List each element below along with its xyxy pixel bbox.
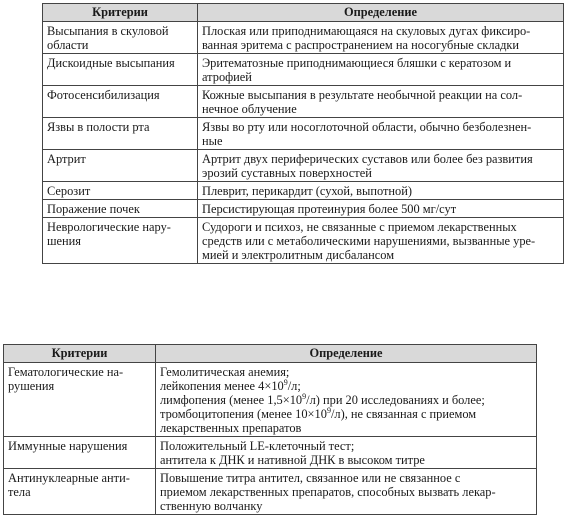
definition-text: лекарственных препаратов: [160, 421, 302, 435]
criterion-text: Серозит: [47, 184, 91, 198]
definition-cell: [156, 363, 537, 437]
criterion-cell: [4, 469, 156, 515]
definition-line: [160, 421, 532, 435]
definition-text: мией и электролитным дисбалансом: [202, 248, 395, 262]
criterion-text: Неврологические нару-: [47, 220, 171, 234]
definition-text: ванная эритема с распространением на носогубные складки: [202, 38, 520, 52]
definition-text: тромбоцитопения (менее 10×10: [160, 407, 327, 421]
definition-line: [160, 499, 532, 513]
table-body: [43, 22, 564, 264]
criterion-text: Дискоидные высыпания: [47, 56, 175, 70]
definition-text: средств или с метаболическими нарушениями, вызванные уре-: [202, 234, 536, 248]
definition-text: Гемолитическая анемия;: [160, 365, 290, 379]
definition-cell: [198, 86, 564, 118]
criterion-text: Гематологические на-: [8, 365, 124, 379]
definition-line: [160, 453, 532, 467]
table-row: [43, 150, 564, 182]
definition-text: Язвы во рту или носоглоточной области, обычно безболезнен-: [202, 120, 532, 134]
definition-text: Персистирующая протеинурия более 500 мг/сут: [202, 202, 457, 216]
definition-cell: [156, 469, 537, 515]
definition-text: Положительный LE-клеточный тест;: [160, 439, 355, 453]
definition-cell: [198, 200, 564, 218]
definition-text: лимфопения (менее 1,5×10: [160, 393, 303, 407]
table-row: [4, 469, 537, 515]
table-row: [43, 86, 564, 118]
table-row: [43, 22, 564, 54]
criterion-cell: [43, 218, 198, 264]
definition-cell: [198, 22, 564, 54]
table-row: [43, 200, 564, 218]
exponent-superscript: 9: [283, 377, 288, 387]
definition-text: Повышение титра антител, связанное или не связанное с: [160, 471, 461, 485]
table-row: [43, 218, 564, 264]
criterion-text: тела: [8, 485, 31, 499]
definition-line: [160, 485, 532, 499]
definition-cell: [198, 150, 564, 182]
criterion-text: Иммунные нарушения: [8, 439, 128, 453]
definition-line: [160, 471, 532, 485]
criterion-cell: [43, 182, 198, 200]
definition-text: Эритематозные приподнимающиеся бляшки с кератозом и: [202, 56, 512, 70]
definition-text: лейкопения менее 4×10: [160, 379, 284, 393]
column-header-definition: Определение: [156, 345, 537, 363]
criterion-text: Высыпания в скуловой: [47, 24, 169, 38]
definition-text: Плоская или приподнимающаяся на скуловых дугах фиксиро-: [202, 24, 531, 38]
definition-line: [160, 393, 532, 407]
criterion-text: Артрит: [47, 152, 86, 166]
table-row: [4, 363, 537, 437]
criterion-text: шения: [47, 234, 82, 248]
definition-line: [160, 379, 532, 393]
definition-text: приемом лекарственных препаратов, способных вызвать лекар-: [160, 485, 496, 499]
definition-cell: [198, 218, 564, 264]
definition-cell: [198, 118, 564, 150]
definition-text: антитела к ДНК и нативной ДНК в высоком титре: [160, 453, 425, 467]
criterion-text: Язвы в полости рта: [47, 120, 150, 134]
table-row: [43, 54, 564, 86]
table-row: [4, 437, 537, 469]
criterion-text: Фотосенсибилизация: [47, 88, 160, 102]
definition-cell: [198, 182, 564, 200]
criteria-table-2: [3, 344, 537, 515]
definition-text: Плеврит, перикардит (сухой, выпотной): [202, 184, 412, 198]
criterion-cell: [4, 363, 156, 437]
criterion-cell: [43, 200, 198, 218]
definition-text: Артрит двух периферических суставов или более без развития: [202, 152, 533, 166]
column-header-criteria: Критерии: [4, 345, 156, 363]
definition-line: [160, 365, 532, 379]
table-row: [43, 118, 564, 150]
definition-cell: [156, 437, 537, 469]
table-header-row: [43, 4, 564, 22]
criterion-cell: [43, 86, 198, 118]
definition-line: [160, 439, 532, 453]
definition-text: /л) при 20 исследованиях и более;: [306, 393, 485, 407]
criterion-cell: [43, 118, 198, 150]
column-header-criteria: Критерии: [43, 4, 198, 22]
table-header-row: [4, 345, 537, 363]
definition-text: эрозий суставных поверхностей: [202, 166, 372, 180]
exponent-superscript: 9: [326, 405, 331, 415]
criterion-text: Антинуклеарные анти-: [8, 471, 130, 485]
criterion-cell: [4, 437, 156, 469]
definition-text: Кожные высыпания в результате необычной реакции на сол-: [202, 88, 523, 102]
criteria-table-1: [42, 3, 564, 264]
table-row: [43, 182, 564, 200]
definition-text: атрофией: [202, 70, 252, 84]
definition-text: ные: [202, 134, 223, 148]
definition-line: [160, 407, 532, 421]
criterion-cell: [43, 150, 198, 182]
criterion-text: области: [47, 38, 89, 52]
definition-text: нечное облучение: [202, 102, 297, 116]
exponent-superscript: 9: [302, 391, 307, 401]
definition-text: /л), не связанная с приемом: [330, 407, 477, 421]
table-body: [4, 363, 537, 515]
criterion-cell: [43, 54, 198, 86]
definition-text: /л;: [287, 379, 301, 393]
definition-text: Судороги и психоз, не связанные с приемом лекарственных: [202, 220, 517, 234]
criterion-text: рушения: [8, 379, 55, 393]
definition-cell: [198, 54, 564, 86]
definition-text: ственную волчанку: [160, 499, 263, 513]
criterion-cell: [43, 22, 198, 54]
column-header-definition: Определение: [198, 4, 564, 22]
criterion-text: Поражение почек: [47, 202, 140, 216]
